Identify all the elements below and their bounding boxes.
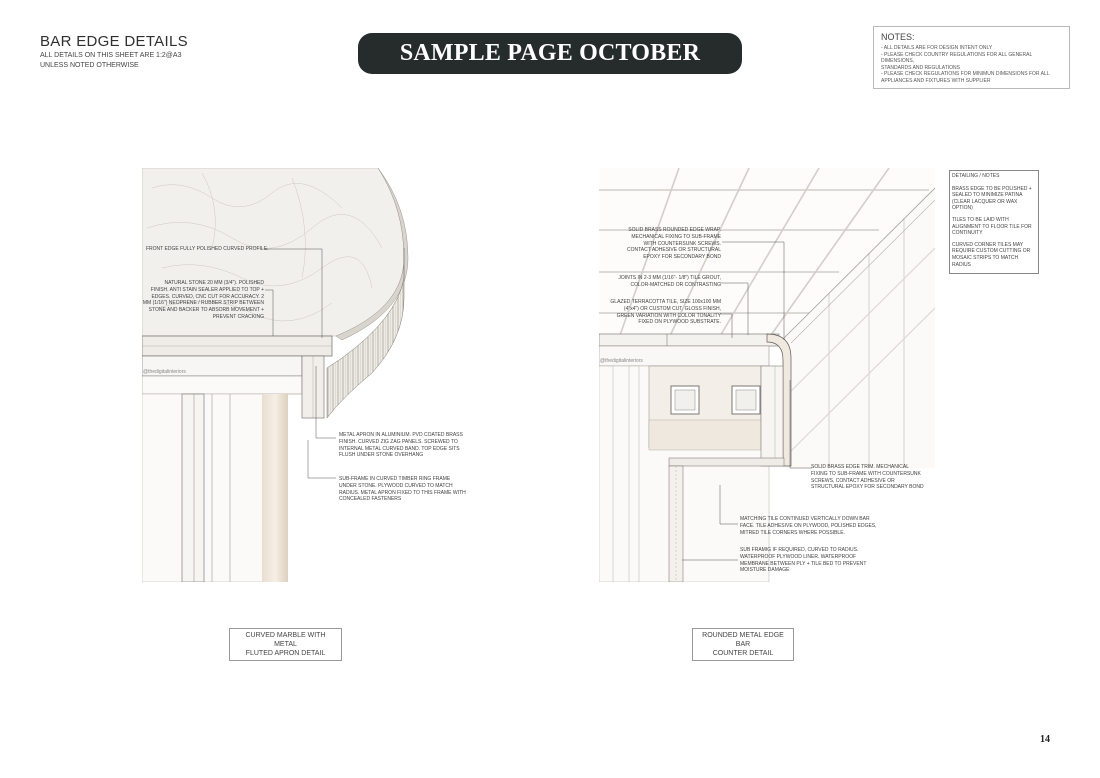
caption-left-detail: CURVED MARBLE WITH METAL FLUTED APRON DETAIL — [229, 628, 342, 661]
detailing-note: BRASS EDGE TO BE POLISHED + SEALED TO MINIMIZE PATINA (CLEAR LACQUER OR WAX OPTION) — [952, 185, 1032, 212]
detailing-notes-heading: DETAILING / NOTES — [952, 173, 1000, 179]
sheet-title: BAR EDGE DETAILS — [40, 33, 188, 50]
sheet-subtitle: ALL DETAILS ON THIS SHEET ARE 1:2@A3 UNLESS NOTED OTHERWISE — [40, 52, 182, 69]
label-matching-tile: MATCHING TILE CONTINUED VERTICALLY DOWN BAR FACE. TILE ADHESIVE ON PLYWOOD, POLISHED EDGES, MITRED TILE CORNERS WHERE POSSIBLE. — [740, 516, 877, 536]
label-joints: JOINTS IN 2-3 MM (1/16"- 1/8") TILE GROUT, COLOR-MATCHED OR CONTRASTING — [618, 275, 721, 288]
label-brass-trim: SOLID BRASS EDGE TRIM. MECHANICAL FIXING TO SUB-FRAME WITH COUNTERSUNK SCREWS, CONTACT ADHESIVE OR STRUCTURAL EPOXY FOR SECONDARY BOND — [811, 464, 924, 491]
detailing-note: TILES TO BE LAID WITH ALIGNMENT TO FLOOR TILE FOR CONTINUITY — [952, 216, 1032, 237]
notes-line: APPLIANCES AND FIXTURES WITH SUPPLIER — [881, 77, 991, 84]
page-number: 14 — [1040, 734, 1050, 745]
leader-lines-left — [140, 240, 340, 490]
watermark: @thedigitalinteriors — [143, 369, 186, 375]
notes-box — [873, 26, 1070, 89]
detailing-notes-box — [949, 170, 1039, 274]
label-brass-wrap: SOLID BRASS ROUNDED EDGE WRAP. MECHANICAL FIXING TO SUB-FRAME WITH COUNTERSUNK SCREWS. CONTACT ADHESIVE OR STRUCTURAL EPOXY FOR SECONDARY BOND — [627, 227, 721, 261]
detailing-note: CURVED CORNER TILES MAY REQUIRE CUSTOM CUTTING OR MOSAIC STRIPS TO MATCH RADIUS — [952, 241, 1031, 268]
label-natural-stone: NATURAL STONE 20 MM (3/4"). POLISHED FINISH. ANTI STAIN SEALER APPLIED TO TOP + EDGES. CURVED, CNC CUT FOR ACCURACY. 2 MM (1/16") NEOPRENE / RUBBER STRIP BETWEEN STONE AND BACKER TO ABSORB MOVEMENT + PREVENT CRACKING — [142, 280, 264, 320]
label-front-edge: FRONT EDGE FULLY POLISHED CURVED PROFILE. — [146, 246, 269, 252]
label-sub-frame: SUB-FRAME IN CURVED TIMBER RING FRAME UNDER STONE. PLYWOOD CURVED TO MATCH RADIUS. METAL APRON FIXED TO THIS FRAME WITH CONCEALED FASTENERS — [339, 476, 466, 503]
notes-line: - PLEASE CHECK REGULATIONS FOR MINIMUN DIMENSIONS FOR ALL — [881, 71, 1050, 78]
notes-title: NOTES: — [881, 32, 915, 42]
sample-banner: SAMPLE PAGE OCTOBER — [358, 33, 742, 74]
notes-line: - ALL DETAILS ARE FOR DESIGN INTENT ONLY — [881, 45, 993, 51]
label-terracotta: GLAZED TERRACOTTA TILE, SIZE 100x100 MM (4"x4") OR CUSTOM CUT. GLOSS FINISH, GREEN VARIATION WITH COLOR TONALITY FIXED ON PLYWOOD SUBSTRATE. — [610, 299, 721, 326]
caption-right-detail: ROUNDED METAL EDGE BAR COUNTER DETAIL — [692, 628, 794, 661]
notes-line: - PLEASE CHECK COUNTRY REGULATIONS FOR ALL GENERAL DIMENSIONS, — [881, 51, 1033, 65]
label-metal-apron: METAL APRON IN ALUMINIUM. PVD COATED BRASS FINISH. CURVED ZIG ZAG PANELS. SCREWED TO INTERNAL METAL CURVED BAND. TOP EDGE SITS FLUSH UNDER STONE OVERHANG — [339, 432, 463, 459]
notes-line: STANDARDS AND REGULATIONS — [881, 64, 960, 71]
label-sub-framing: SUB FRAMIG IF REQUIRED, CURVED TO RADIUS. WATERPROOF PLYWOOD LINER. WATERPROOF MEMBRANE BETWEEN PLY + TILE BED TO PREVENT MOISTURE DAMAGE — [740, 547, 867, 574]
watermark: @thedigitalinteriors — [600, 358, 643, 364]
